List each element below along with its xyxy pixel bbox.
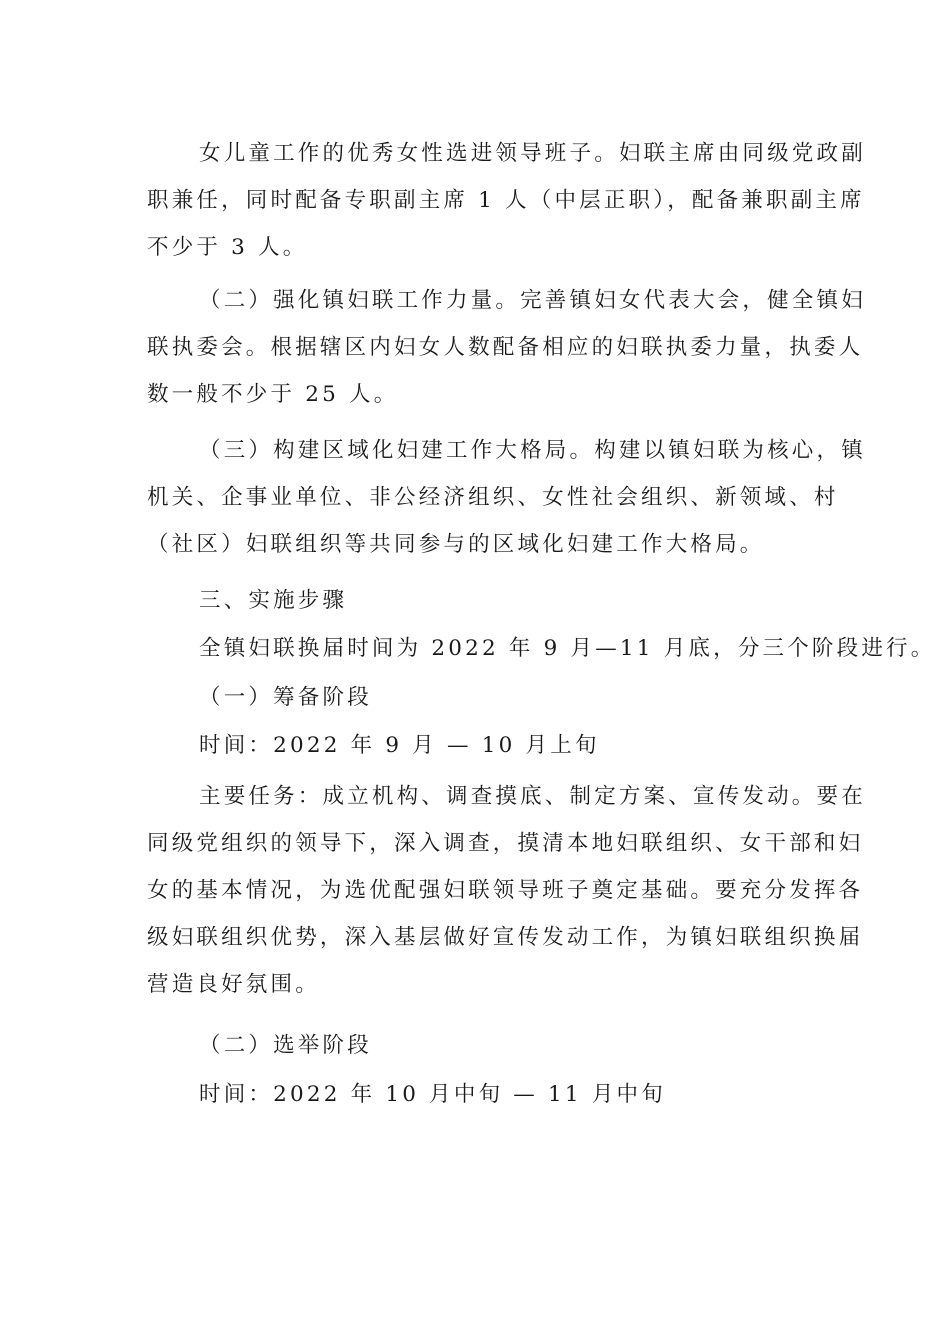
text-line: 联执委会。根据辖区内妇女人数配备相应的妇联执委力量，执委人	[147, 335, 864, 360]
paragraph-regional-framework	[147, 427, 866, 568]
text-line: 女的基本情况，为选优配强妇联领导班子奠定基础。要充分发挥各	[147, 878, 864, 903]
text-line: 机关、企事业单位、非公经济组织、女性社会组织、新领域、村	[147, 485, 839, 510]
text-line: （社区）妇联组织等共同参与的区域化妇建工作大格局。	[147, 532, 765, 557]
heading-text: 三、实施步骤	[199, 588, 348, 613]
text-line: 时间：2022 年 9 月 — 10 月上旬	[199, 733, 600, 758]
text-line: （二）强化镇妇联工作力量。完善镇妇女代表大会，健全镇妇	[199, 288, 866, 313]
text-line: 主要任务：成立机构、调查摸底、制定方案、宣传发动。要在	[199, 784, 866, 809]
paragraph-schedule-overview	[147, 625, 936, 672]
text-line: 不少于 3 人。	[147, 235, 308, 260]
paragraph-time-election	[147, 1071, 807, 1118]
paragraph-continuation	[147, 130, 866, 271]
subsection-heading-preparation	[147, 674, 807, 721]
paragraph-time-preparation	[147, 722, 807, 769]
subsection-heading-election	[147, 1022, 807, 1069]
paragraph-strengthen-workforce	[147, 277, 866, 418]
text-line: 同级党组织的领导下，深入调查，摸清本地妇联组织、女干部和妇	[147, 831, 864, 856]
text-line: 级妇联组织优势，深入基层做好宣传发动工作，为镇妇联组织换届	[147, 925, 864, 950]
text-line: 时间：2022 年 10 月中旬 — 11 月中旬	[199, 1082, 666, 1107]
heading-text: （一）筹备阶段	[199, 685, 372, 710]
text-line: 全镇妇联换届时间为 2022 年 9 月—11 月底，分三个阶段进行。	[199, 636, 936, 661]
text-line: 营造良好氛围。	[147, 972, 320, 997]
section-heading	[147, 577, 807, 624]
text-line: 职兼任，同时配备专职副主席 1 人（中层正职），配备兼职副主席	[147, 188, 865, 213]
text-line: 女儿童工作的优秀女性选进领导班子。妇联主席由同级党政副	[199, 141, 866, 166]
text-line: 数一般不少于 25 人。	[147, 382, 399, 407]
heading-text: （二）选举阶段	[199, 1033, 372, 1058]
text-line: （三）构建区域化妇建工作大格局。构建以镇妇联为核心，镇	[199, 438, 866, 463]
paragraph-main-tasks	[147, 773, 866, 1008]
